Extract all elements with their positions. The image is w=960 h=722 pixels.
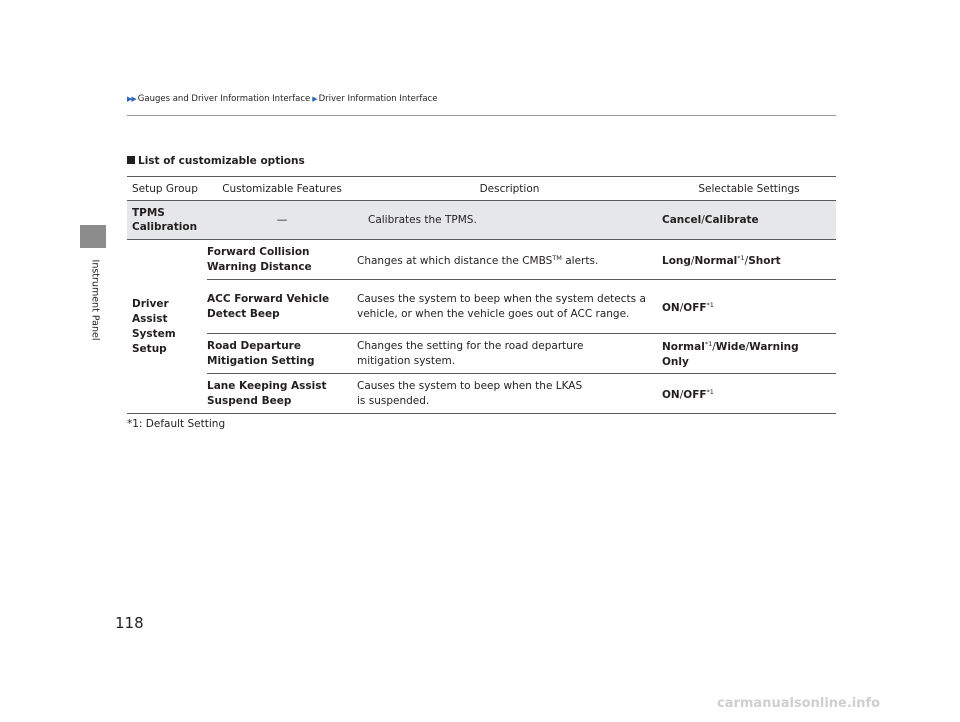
options-table [127, 176, 836, 414]
tpms-description: Calibrates the TPMS. [368, 214, 477, 226]
header-rule [127, 115, 836, 116]
table-row [207, 373, 836, 413]
feature-settings: ON/OFF$^{*1}$ [662, 387, 714, 401]
feature-name: Lane Keeping Assist Suspend Beep [207, 379, 327, 407]
feature-description: Changes at which distance the CMBS™ alerts. [357, 253, 599, 267]
page-number: 118 [115, 614, 144, 632]
tpms-settings: Cancel/Calibrate [662, 214, 759, 226]
section-title: List of customizable options [127, 155, 305, 167]
chapter-tab-marker [80, 225, 106, 248]
feature-description: Causes the system to beep when the system detects a vehicle, or when the vehicle goes out of ACC range. [357, 292, 646, 320]
breadcrumb-arrow-icon: ▶ [312, 95, 317, 103]
table-row [207, 240, 836, 279]
table-row [207, 279, 836, 333]
driver-assist-group [127, 240, 836, 414]
tpms-group: TPMS Calibration [132, 207, 198, 233]
header-description: Description [479, 182, 540, 195]
feature-description: Causes the system to beep when the LKAS is suspended. [357, 379, 583, 407]
feature-name: Road Departure Mitigation Setting [207, 339, 315, 367]
header-setup-group: Setup Group [132, 182, 198, 195]
feature-settings: Normal$^{*1}$/Wide/Warning Only [662, 340, 799, 368]
driver-assist-group-label: Driver Assist System Setup [132, 297, 176, 355]
table-row-tpms [127, 201, 836, 240]
header-features: Customizable Features [222, 182, 342, 195]
breadcrumb-arrow-icon: ▶▶ [127, 95, 136, 103]
table-header-row [127, 177, 836, 201]
breadcrumb-link-gauges[interactable]: Gauges and Driver Information Interface [137, 94, 311, 104]
feature-name: Forward Collision Warning Distance [207, 245, 312, 273]
feature-settings: Long/Normal$^{*1}$/Short [662, 253, 781, 267]
feature-settings: ON/OFF$^{*1}$ [662, 300, 714, 314]
feature-name: ACC Forward Vehicle Detect Beep [207, 292, 330, 320]
breadcrumb-current[interactable]: Driver Information Interface [318, 94, 438, 104]
watermark: carmanualsonline.info [717, 696, 881, 711]
chapter-side-label: Instrument Panel [89, 259, 101, 341]
tpms-feature: — [276, 214, 288, 226]
header-settings: Selectable Settings [698, 182, 800, 195]
footnote-default-setting: *1: Default Setting [127, 418, 226, 430]
feature-description: Changes the setting for the road departure mitigation system. [357, 339, 584, 367]
breadcrumb [127, 94, 437, 104]
section-square-icon [127, 156, 135, 164]
table-row [207, 333, 836, 373]
